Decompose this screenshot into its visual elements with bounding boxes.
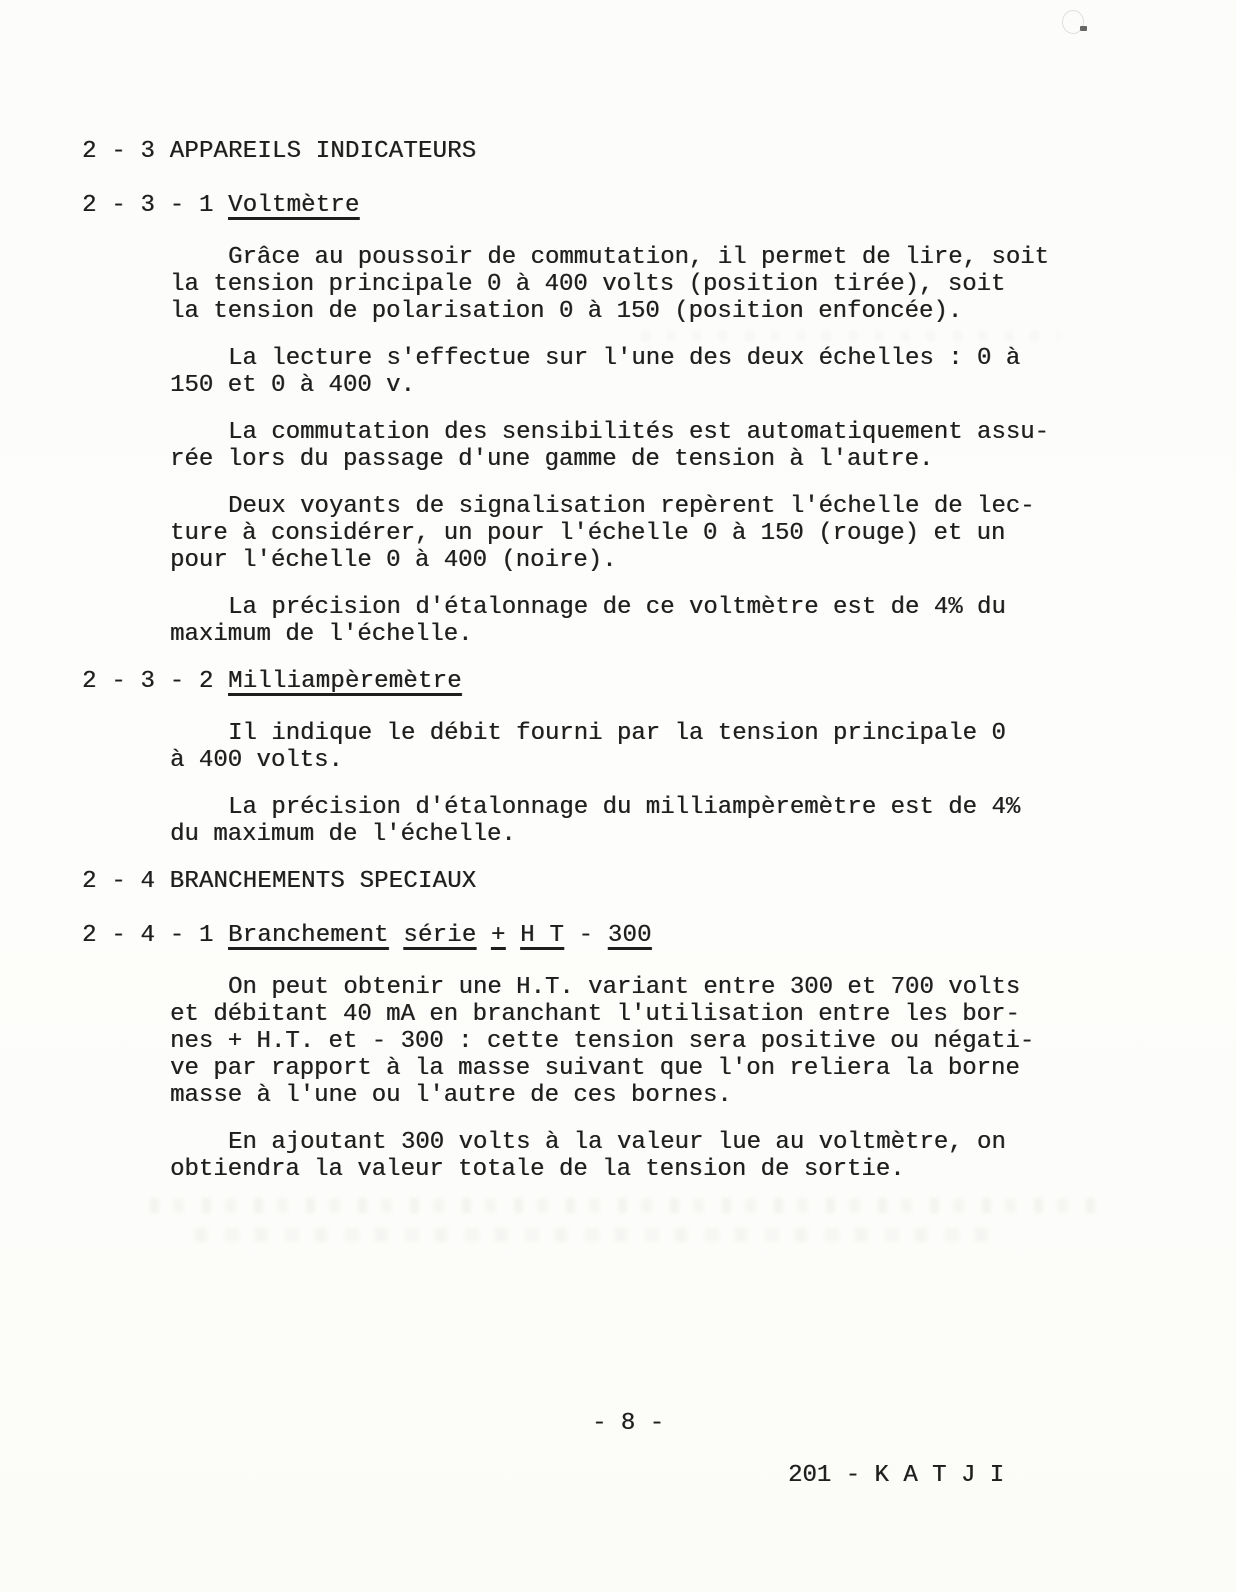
text-line: La commutation des sensibilités est automatiquement assu- (228, 419, 1049, 446)
subsection-heading (82, 922, 1236, 949)
paragraph (170, 594, 1236, 648)
heading-title-word: Voltmètre (228, 192, 360, 219)
paragraph (170, 794, 1236, 848)
heading-title: APPAREILS INDICATEURS (169, 138, 477, 165)
text-line: nes + H.T. et - 300 : cette tension sera positive ou négati- (170, 1028, 1035, 1055)
page-number: - 8 - (592, 1410, 665, 1437)
text-line: ture à considérer, un pour l'échelle 0 à 150 (rouge) et un (170, 520, 1006, 547)
text-line: La lecture s'effectue sur l'une des deux échelles : 0 à (228, 345, 1021, 372)
heading-title-word: série (403, 922, 477, 949)
heading-number: 2 - 3 - 2 (82, 668, 214, 695)
text-line: maximum de l'échelle. (170, 621, 473, 648)
heading-title-word: - (578, 922, 594, 949)
heading-title-word: + (490, 922, 506, 949)
text-line: du maximum de l'échelle. (170, 821, 516, 848)
paragraph (170, 974, 1236, 1109)
text-line: et débitant 40 mA en branchant l'utilisation entre les bor- (170, 1001, 1020, 1028)
heading-title-word: Milliampèremètre (228, 668, 462, 695)
heading-title-word: H T (520, 922, 564, 949)
text-line: la tension principale 0 à 400 volts (position tirée), soit (170, 271, 1006, 298)
text-line: rée lors du passage d'une gamme de tension à l'autre. (170, 446, 934, 473)
heading-title: BRANCHEMENTS SPECIAUX (169, 868, 477, 895)
paragraph (170, 244, 1236, 325)
scan-bleedthrough-artifact (640, 330, 1060, 342)
text-line: La précision d'étalonnage de ce voltmètre est de 4% du (228, 594, 1006, 621)
text-line: 150 et 0 à 400 v. (170, 372, 415, 399)
subsection-heading (82, 192, 1236, 219)
text-line: La précision d'étalonnage du milliampèremètre est de 4% (228, 794, 1021, 821)
paragraph (170, 419, 1236, 473)
text-line: la tension de polarisation 0 à 150 (position enfoncée). (170, 298, 963, 325)
section-heading (82, 138, 1236, 165)
text-line: ve par rapport à la masse suivant que l'on reliera la borne (170, 1055, 1020, 1082)
subsection-heading (82, 668, 1236, 695)
heading-number: 2 - 3 (82, 138, 156, 165)
document-reference: 201 - K A T J I (788, 1462, 1005, 1489)
text-line: En ajoutant 300 volts à la valeur lue au voltmètre, on (228, 1129, 1006, 1156)
paragraph (170, 1129, 1236, 1183)
paragraph (170, 345, 1236, 399)
scan-bleedthrough-artifact (150, 1198, 1100, 1213)
text-line: obtiendra la valeur totale de la tension de sortie. (170, 1156, 905, 1183)
text-line: à 400 volts. (170, 747, 343, 774)
heading-number: 2 - 3 - 1 (82, 192, 214, 219)
paragraph (170, 720, 1236, 774)
text-line: masse à l'une ou l'autre de ces bornes. (170, 1082, 732, 1109)
text-line: pour l'échelle 0 à 400 (noire). (170, 547, 617, 574)
heading-title-word: 300 (607, 922, 652, 949)
heading-number: 2 - 4 (82, 868, 156, 895)
section-heading (82, 868, 1236, 895)
document-content (0, 138, 1236, 1203)
text-line: Il indique le débit fourni par la tension principale 0 (228, 720, 1006, 747)
text-line: Deux voyants de signalisation repèrent l'échelle de lec- (228, 493, 1035, 520)
scan-ring-artifact (1062, 10, 1084, 34)
heading-title-word: Branchement (228, 922, 389, 949)
text-line: Grâce au poussoir de commutation, il permet de lire, soit (228, 244, 1049, 271)
heading-number: 2 - 4 - 1 (82, 922, 214, 949)
scan-bleedthrough-artifact (195, 1228, 995, 1242)
text-line: On peut obtenir une H.T. variant entre 300 et 700 volts (228, 974, 1021, 1001)
paragraph (170, 493, 1236, 574)
